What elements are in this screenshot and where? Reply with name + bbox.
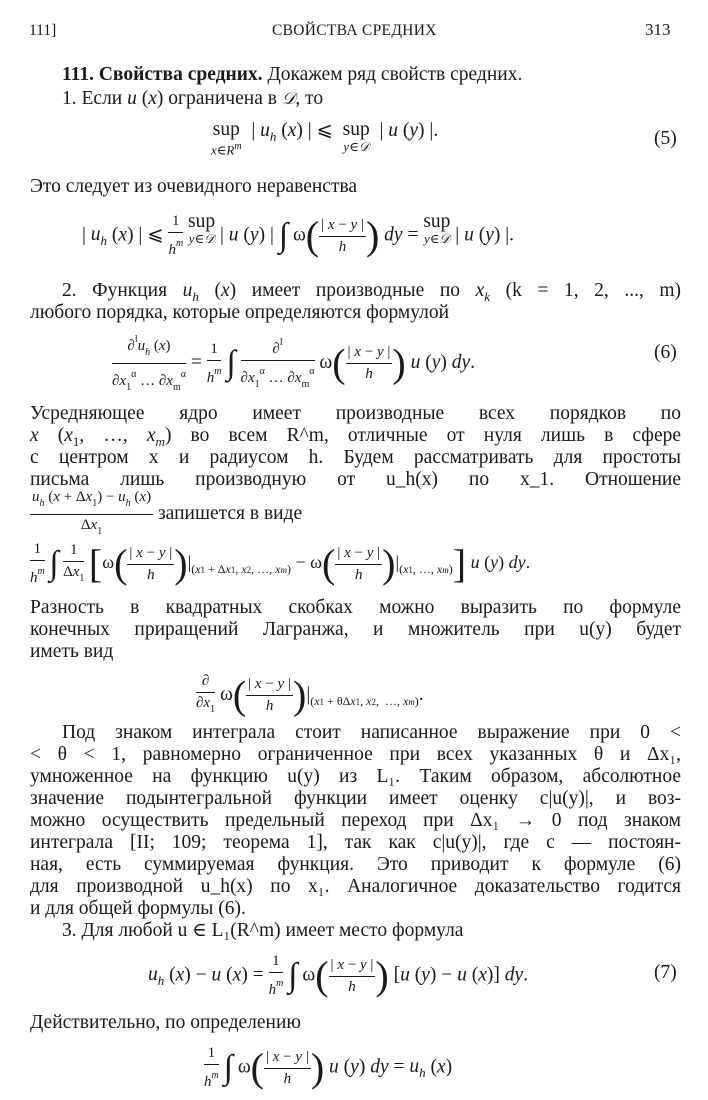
paragraph-definition-intro: Действительно, по определению <box>30 1012 301 1033</box>
paragraph-kernel-line-4: письма лишь производную от u_h(x) по x_1. Отношение <box>30 469 681 490</box>
paragraph-kernel-line-3: с центром x и радиусом h. Будем рассматривать для простоты <box>30 447 681 468</box>
equation-6: $\frac{\partial^lu_h (x)}{\partial x_1^\alpha \dots \partial x_m^\alpha}$ = $\frac{1}{h^m}$ ∫ $\frac{\partial^l}{\partial x_1^\alpha \dots \partial x_m^\alpha}$ ω( $\frac{| x - y |}{h}$ ) u (y) dy. <box>112 330 475 397</box>
derivative-expression: $\frac{\partial}{\partial x_1}$ ω( $\frac{| x - y |}{h}$ )$|_{(x1 + \theta\Delta x1, x2, \dots, xm)}$. <box>196 672 424 718</box>
paragraph-limit-line-2: < θ < 1, равномерно ограниченное при всех указанных θ и Δx₁, <box>30 744 681 765</box>
paragraph-kernel-line-1: Усредняющее ядро имеет производные всех порядков по <box>30 403 681 424</box>
paragraph-limit-line-5: можно осуществить предельный переход при Δx₁ → 0 под знаком <box>30 810 681 831</box>
paragraph-limit-line-1: Под знаком интеграла стоит написанное выражение при 0 < <box>62 722 681 743</box>
paragraph-limit-line-4: значение подынтегральной функции имеет оценку c|u(y)|, и воз- <box>30 788 681 809</box>
property-2-line-2: любого порядка, которые определяются формулой <box>30 302 450 323</box>
equation-5: sup $x\in R^m$ | $u_h$ (x) | ⩽ sup y∈𝒟 | u (y) |. <box>211 119 439 158</box>
section-intro: Докажем ряд свойств средних. <box>267 64 523 85</box>
section-heading-line <box>62 64 708 86</box>
definition-expression: $\frac{1}{h^m}$ ∫ ω( $\frac{| x - y |}{h}$ ) u (y) dy = $u_h$ (x) <box>204 1045 453 1090</box>
equation-6-number: (6) <box>654 342 677 363</box>
section-ref: 111] <box>29 22 57 39</box>
difference-quotient: $\frac{1}{h^m}$ ∫ $\frac{1}{\Delta x_1}$ [ω( $\frac{| x - y |}{h}$ )$|_{(x1 + \Delta x1, x2, \dots, xm)} - \omega$( $\frac{| x - y |}{h}$ )$|_{(x1, \dots, xm)}$] u (y) dy. <box>30 541 531 586</box>
equation-7-number: (7) <box>654 962 677 983</box>
running-title: СВОЙСТВА СРЕДНИХ <box>272 22 437 39</box>
equation-7: $u_h$ (x) − u (x) = $\frac{1}{h^m}$ ∫ ω( $\frac{| x - y |}{h}$ ) [u (y) − u (x)] dy. <box>148 953 529 998</box>
inequality-line: | $u_h$ (x) | ⩽ $\frac{1}{h^m}$ sup y∈𝒟 | u (y) | ∫ ω( $\frac{| x - y |}{h}$ ) dy = sup y∈𝒟 | u (y) |. <box>82 211 514 258</box>
paragraph-lagrange-line-1: Разность в квадратных скобках можно выразить по формуле <box>30 597 681 618</box>
property-3-line: 3. Для любой u ∈ L₁(R^m) имеет место формула <box>62 920 464 941</box>
paragraph-limit-line-7: ная, есть суммируемая функция. Это приводит к формуле (6) <box>30 854 681 875</box>
property-1-line: 1. Если u (x) ограничена в 𝒟, то <box>62 88 324 109</box>
page-number: 313 <box>645 20 671 39</box>
paragraph-limit-line-8: для производной u_h(x) по x₁. Аналогичное доказательство годится <box>30 876 681 897</box>
paragraph-limit-line-3: умноженное на функцию u(y) из L₁. Таким образом, абсолютное <box>30 766 681 787</box>
paragraph-inequality-intro: Это следует из очевидного неравенства <box>30 176 358 197</box>
paragraph-limit-line-9: и для общей формулы (6). <box>30 898 246 919</box>
paragraph-limit-line-6: интеграла [II; 109; теорема 1], так как c|u(y)|, где c — постоян- <box>30 832 681 853</box>
equation-5-number: (5) <box>654 128 677 149</box>
section-heading: 111. Свойства средних. <box>62 64 263 85</box>
paragraph-kernel-line-5: $\frac{u_h (x + \Delta x_1) - u_h (x)}{\Delta x_1}$ запишется в виде <box>32 489 303 537</box>
paragraph-lagrange-line-2: конечных приращений Лагранжа, и множитель при u(y) будет <box>30 619 681 640</box>
paragraph-kernel-line-2: x ($x_1$, …, $x_m$) во всем R^m, отличные от нуля лишь в сфере <box>30 425 682 449</box>
property-2-line-1: 2. Функция $u_h$ (x) имеет производные по $x_k$ (k = 1, 2, ..., m) <box>62 280 682 304</box>
paragraph-lagrange-line-3: иметь вид <box>30 641 114 662</box>
